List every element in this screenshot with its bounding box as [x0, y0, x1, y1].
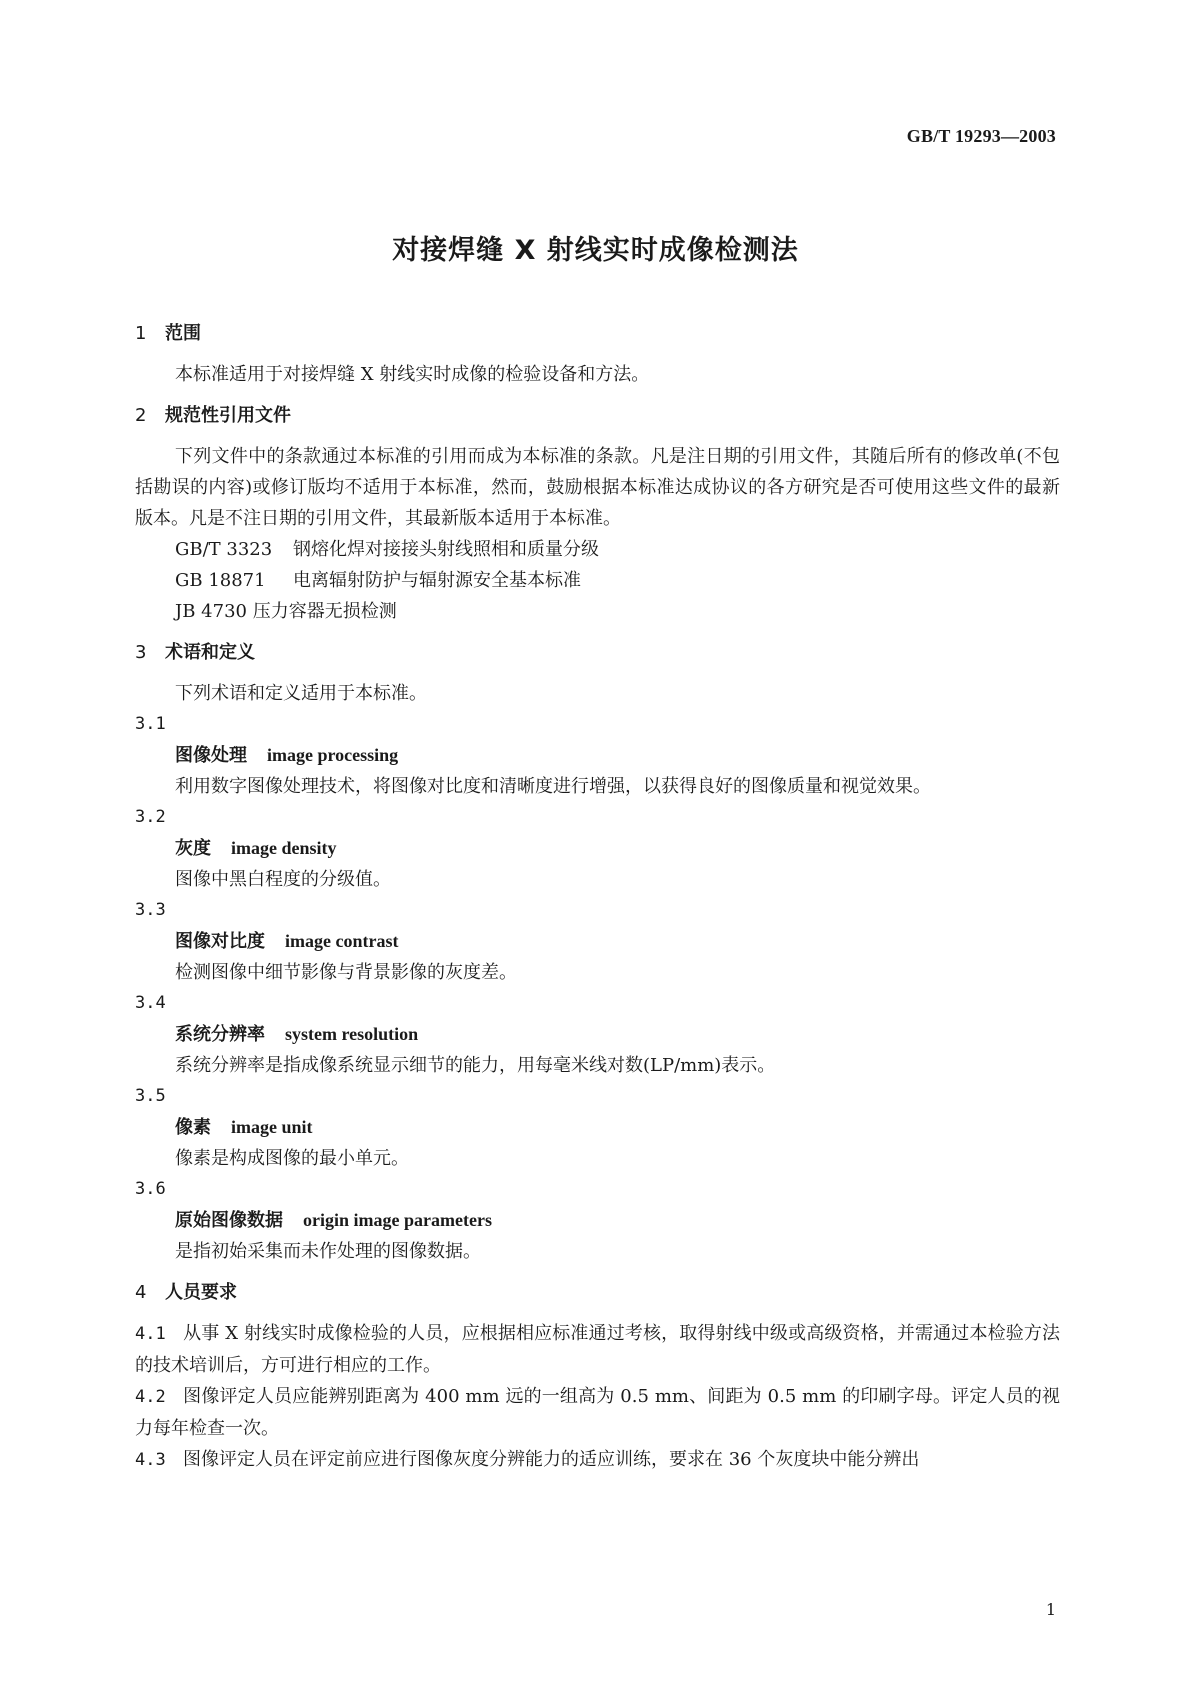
- term-number: 3.3: [135, 900, 166, 920]
- reference-code: GB/T 3323: [175, 539, 273, 560]
- section-number: 2: [135, 405, 147, 426]
- section-1-heading: [135, 318, 1060, 349]
- term-zh: 灰度: [175, 838, 211, 859]
- section-1-text: 本标准适用于对接焊缝 X 射线实时成像的检验设备和方法。: [175, 364, 650, 385]
- reference-name: 电离辐射防护与辐射源安全基本标准: [293, 570, 581, 591]
- section-3-heading: [135, 637, 1060, 668]
- document-title: 对接焊缝 X 射线实时成像检测法: [392, 235, 799, 266]
- standard-number: GB/T 19293—2003: [906, 126, 1056, 146]
- item-number: 4.2: [135, 1387, 166, 1407]
- document-body: [135, 318, 1060, 1476]
- reference-item: [135, 534, 1060, 565]
- page-number: 1: [1045, 1600, 1056, 1619]
- term-en: origin image parameters: [303, 1210, 492, 1230]
- item-text: 图像评定人员应能辨别距离为 400 mm 远的一组高为 0.5 mm、间距为 0.5 mm 的印刷字母。评定人员的视力每年检查一次。: [135, 1386, 1060, 1439]
- section-title: 术语和定义: [165, 642, 255, 663]
- term-en: image contrast: [285, 931, 399, 951]
- term-entry: [135, 895, 1060, 988]
- term-name: [135, 926, 1060, 957]
- requirement-item: [135, 1444, 1060, 1476]
- term-definition: 是指初始采集而未作处理的图像数据。: [175, 1241, 481, 1262]
- term-zh: 像素: [175, 1117, 211, 1138]
- section-title: 人员要求: [165, 1282, 237, 1303]
- item-text: 图像评定人员在评定前应进行图像灰度分辨能力的适应训练，要求在 36 个灰度块中能分辨出: [183, 1449, 920, 1470]
- term-entry: [135, 709, 1060, 802]
- item-text: 从事 X 射线实时成像检验的人员，应根据相应标准通过考核，取得射线中级或高级资格，并需通过本检验方法的技术培训后，方可进行相应的工作。: [135, 1323, 1060, 1376]
- term-en: image processing: [267, 745, 399, 765]
- term-definition: 利用数字图像处理技术，将图像对比度和清晰度进行增强，以获得良好的图像质量和视觉效果。: [175, 776, 931, 797]
- reference-code: JB 4730: [175, 601, 247, 622]
- term-number: 3.6: [135, 1179, 166, 1199]
- term-name: [135, 1112, 1060, 1143]
- reference-code: GB 18871: [175, 570, 266, 591]
- reference-item: [135, 596, 1060, 627]
- term-en: system resolution: [285, 1024, 419, 1044]
- term-definition: 像素是构成图像的最小单元。: [175, 1148, 409, 1169]
- section-2-heading: [135, 400, 1060, 431]
- term-zh: 原始图像数据: [175, 1210, 283, 1231]
- term-zh: 图像处理: [175, 745, 247, 766]
- section-number: 3: [135, 642, 147, 663]
- section-number: 4: [135, 1282, 147, 1303]
- term-zh: 系统分辨率: [175, 1024, 265, 1045]
- term-name: [135, 1019, 1060, 1050]
- requirement-item: [135, 1381, 1060, 1444]
- reference-name: 钢熔化焊对接接头射线照相和质量分级: [293, 539, 599, 560]
- section-4-heading: [135, 1277, 1060, 1308]
- term-definition: 检测图像中细节影像与背景影像的灰度差。: [175, 962, 517, 983]
- term-entry: [135, 1081, 1060, 1174]
- reference-item: [135, 565, 1060, 596]
- term-number: 3.2: [135, 807, 166, 827]
- term-definition: 图像中黑白程度的分级值。: [175, 869, 391, 890]
- term-entry: [135, 1174, 1060, 1267]
- item-number: 4.3: [135, 1450, 166, 1470]
- section-title: 范围: [165, 323, 201, 344]
- term-zh: 图像对比度: [175, 931, 265, 952]
- term-entry: [135, 988, 1060, 1081]
- term-number: 3.5: [135, 1086, 166, 1106]
- section-title: 规范性引用文件: [165, 405, 291, 426]
- term-en: image unit: [231, 1117, 313, 1137]
- term-number: 3.1: [135, 714, 166, 734]
- requirement-item: [135, 1318, 1060, 1381]
- term-number: 3.4: [135, 993, 166, 1013]
- term-entry: [135, 802, 1060, 895]
- section-3-intro: 下列术语和定义适用于本标准。: [175, 683, 427, 704]
- term-name: [135, 1205, 1060, 1236]
- term-name: [135, 740, 1060, 771]
- term-en: image density: [231, 838, 337, 858]
- item-number: 4.1: [135, 1324, 166, 1344]
- section-2-text: 下列文件中的条款通过本标准的引用而成为本标准的条款。凡是注日期的引用文件，其随后所有的修改单(不包括勘误的内容)或修订版均不适用于本标准，然而，鼓励根据本标准达成协议的各方研究是否可使用这些文件的最新版本。凡是不注日期的引用文件，其最新版本适用于本标准。: [135, 446, 1060, 529]
- term-definition: 系统分辨率是指成像系统显示细节的能力，用每毫米线对数(LP/mm)表示。: [175, 1055, 776, 1076]
- term-name: [135, 833, 1060, 864]
- section-number: 1: [135, 323, 147, 344]
- reference-name: 压力容器无损检测: [252, 601, 397, 622]
